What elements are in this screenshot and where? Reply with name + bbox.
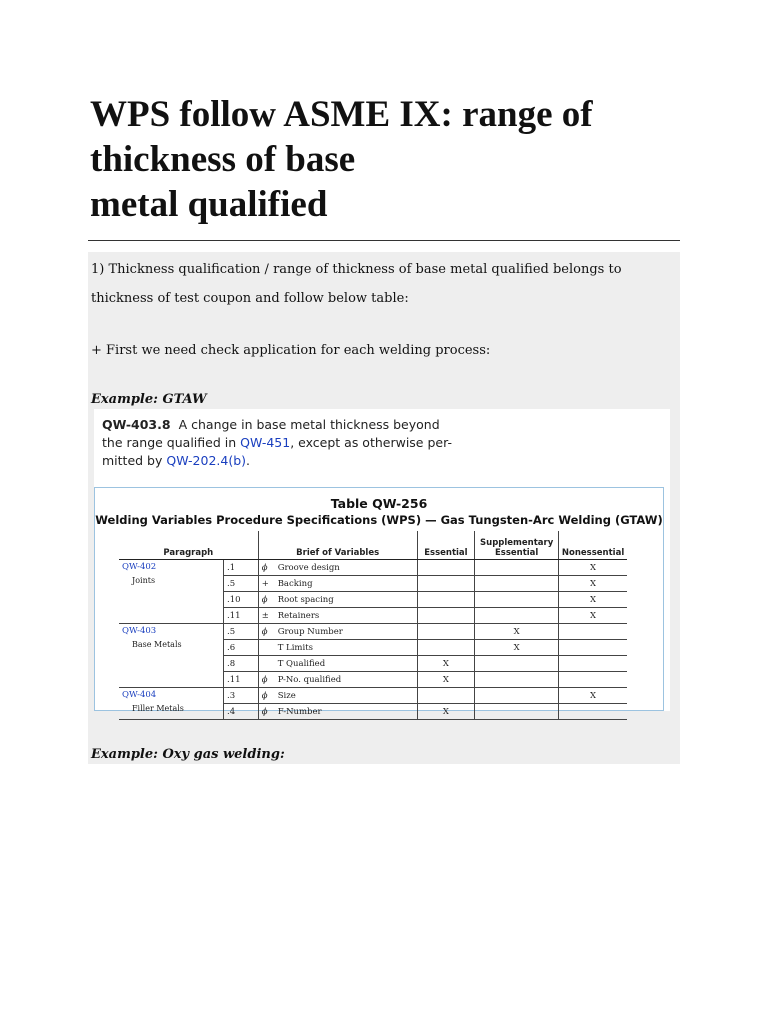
reference-text-3b: . xyxy=(246,453,251,468)
cell-supplementary xyxy=(475,672,559,688)
cell-supplementary xyxy=(475,688,559,704)
paragraph-2: + First we need check application for each welding process: xyxy=(91,343,491,358)
title-line-1: WPS follow ASME IX: range of xyxy=(90,94,593,135)
cell-number: .3 xyxy=(224,688,259,704)
cell-brief xyxy=(258,592,417,608)
variable-symbol: ϕ xyxy=(261,626,268,637)
table-box xyxy=(94,487,664,717)
title-line-2: thickness of base xyxy=(90,139,356,180)
paragraph-group-name: Base Metals xyxy=(132,640,182,649)
paragraph-group-cell xyxy=(119,624,224,688)
variables-table xyxy=(119,531,627,720)
cell-essential xyxy=(417,688,474,704)
cell-supplementary xyxy=(475,704,559,720)
example-oxy-gas-label: Example: Oxy gas welding: xyxy=(91,747,285,762)
header-nonessential: Nonessential xyxy=(559,531,627,560)
reference-line-1 xyxy=(102,417,662,432)
cell-number: .5 xyxy=(224,624,259,640)
reference-text-1: A change in base metal thickness beyond xyxy=(178,417,440,432)
table-subtitle: Welding Variables Procedure Specifications (WPS) — Gas Tungsten-Arc Welding (GTAW) xyxy=(95,513,663,527)
page-title xyxy=(90,92,690,227)
cell-essential xyxy=(417,608,474,624)
reference-text-2b: , except as otherwise per- xyxy=(290,435,452,450)
cell-essential xyxy=(417,592,474,608)
link-qw-451[interactable]: QW-451 xyxy=(240,435,291,450)
cell-supplementary xyxy=(475,656,559,672)
cell-nonessential: X xyxy=(559,560,627,576)
paragraph-group-name: Joints xyxy=(132,576,156,585)
variable-symbol: + xyxy=(261,578,269,589)
cell-number: .11 xyxy=(224,672,259,688)
cell-essential: X xyxy=(417,656,474,672)
variable-text: Group Number xyxy=(277,626,343,637)
paragraph-group-cell xyxy=(119,688,224,720)
cell-nonessential: X xyxy=(559,576,627,592)
variable-symbol: ϕ xyxy=(261,562,268,573)
variable-text: P-No. qualified xyxy=(277,674,342,685)
reference-line-3 xyxy=(102,453,662,468)
header-brief: Brief of Variables xyxy=(258,531,417,560)
paragraph-group-link[interactable]: QW-403 xyxy=(122,626,157,636)
content-block xyxy=(88,252,680,764)
table-title: Table QW-256 xyxy=(330,496,428,511)
paragraph-group-link[interactable]: QW-404 xyxy=(122,690,157,700)
variable-text: Root spacing xyxy=(277,594,334,605)
cell-nonessential xyxy=(559,672,627,688)
cell-supplementary xyxy=(475,592,559,608)
cell-number: .1 xyxy=(224,560,259,576)
cell-nonessential: X xyxy=(559,592,627,608)
cell-nonessential: X xyxy=(559,688,627,704)
cell-nonessential xyxy=(559,640,627,656)
variable-symbol: ϕ xyxy=(261,594,268,605)
embedded-figure-qw-256 xyxy=(94,409,670,717)
variable-text: Backing xyxy=(277,578,313,589)
cell-essential xyxy=(417,624,474,640)
cell-supplementary xyxy=(475,560,559,576)
cell-brief xyxy=(258,576,417,592)
cell-essential xyxy=(417,560,474,576)
paragraph-1-line-2: thickness of test coupon and follow below table: xyxy=(91,291,409,306)
header-supplementary: Supplementary Essential xyxy=(475,531,559,560)
variable-text: Size xyxy=(277,690,296,701)
table-row xyxy=(119,560,627,576)
variable-text: Groove design xyxy=(277,562,340,573)
cell-supplementary xyxy=(475,576,559,592)
cell-brief xyxy=(258,688,417,704)
variable-text: F-Number xyxy=(277,706,322,717)
paragraph-1-line-1: 1) Thickness qualification / range of thickness of base metal qualified belongs to xyxy=(91,262,622,277)
table-header-row xyxy=(119,531,627,560)
variable-text: Retainers xyxy=(277,610,320,621)
variable-symbol: ϕ xyxy=(261,706,268,717)
cell-supplementary: X xyxy=(475,640,559,656)
cell-number: .6 xyxy=(224,640,259,656)
cell-brief xyxy=(258,704,417,720)
cell-nonessential: X xyxy=(559,608,627,624)
cell-nonessential xyxy=(559,624,627,640)
reference-code: QW-403.8 xyxy=(102,417,171,432)
cell-brief xyxy=(258,640,417,656)
cell-brief xyxy=(258,624,417,640)
link-qw-202-4b[interactable]: QW-202.4(b) xyxy=(166,453,247,468)
cell-number: .4 xyxy=(224,704,259,720)
table-body xyxy=(119,560,627,720)
table-row xyxy=(119,688,627,704)
cell-number: .10 xyxy=(224,592,259,608)
paragraph-group-cell xyxy=(119,560,224,624)
title-line-3: metal qualified xyxy=(90,184,328,225)
paragraph-group-name: Filler Metals xyxy=(132,704,184,713)
cell-brief xyxy=(258,608,417,624)
cell-brief xyxy=(258,560,417,576)
cell-number: .11 xyxy=(224,608,259,624)
variable-text: T Limits xyxy=(277,642,313,653)
variable-symbol: ϕ xyxy=(261,674,268,685)
cell-essential: X xyxy=(417,704,474,720)
reference-text-2a: the range qualified in xyxy=(102,435,241,450)
variable-symbol: ± xyxy=(261,610,269,621)
cell-essential xyxy=(417,640,474,656)
title-divider xyxy=(88,240,680,241)
paragraph-group-link[interactable]: QW-402 xyxy=(122,562,157,572)
cell-nonessential xyxy=(559,656,627,672)
cell-brief xyxy=(258,672,417,688)
cell-supplementary xyxy=(475,608,559,624)
cell-essential: X xyxy=(417,672,474,688)
cell-number: .5 xyxy=(224,576,259,592)
variable-text: T Qualified xyxy=(277,658,326,669)
reference-text-3a: mitted by xyxy=(102,453,167,468)
cell-number: .8 xyxy=(224,656,259,672)
example-gtaw-label: Example: GTAW xyxy=(91,392,207,407)
header-paragraph: Paragraph xyxy=(119,531,258,560)
table-row xyxy=(119,624,627,640)
cell-essential xyxy=(417,576,474,592)
header-essential: Essential xyxy=(417,531,474,560)
reference-line-2 xyxy=(102,435,662,450)
variable-symbol: ϕ xyxy=(261,690,268,701)
cell-nonessential xyxy=(559,704,627,720)
cell-supplementary: X xyxy=(475,624,559,640)
cell-brief xyxy=(258,656,417,672)
